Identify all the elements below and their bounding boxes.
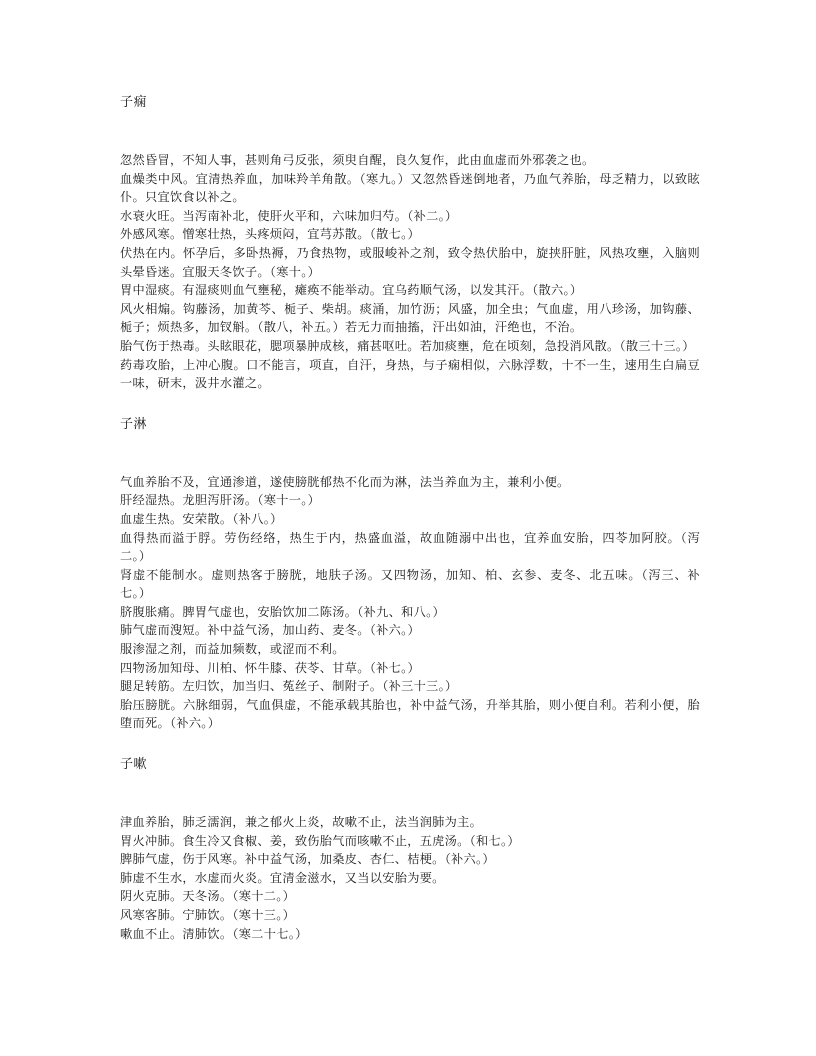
paragraph: 津血养胎，肺乏濡润，兼之郁火上炎，故嗽不止，法当润肺为主。 [120,815,483,830]
section-title: 子淋 [120,416,148,432]
paragraph: 脾肺气虚，伤于风寒。补中益气汤，加桑皮、杏仁、桔梗。（补六。） [120,852,495,867]
paragraph: 胃中湿痰。有湿痰则血气壅秘，瘫痪不能举动。宜乌药顺气汤，以发其汗。（散六。） [120,283,583,298]
paragraph: 风火相煽。钩藤汤，加黄芩、栀子、柴胡。痰涌，加竹沥；风盛，加全虫；气血虚，用八珍汤，加钩藤、栀子；烦热多，加钗斛。（散八，补五。）若无力而抽搐，汗出如油，汗绝也，不治。 [120,301,700,335]
paragraph: 嗽血不止。清肺饮。（寒二十七。） [120,926,308,941]
document-page [120,93,700,965]
paragraph: 四物汤加知母、川柏、怀牛膝、茯苓、甘草。（补七。） [120,660,420,675]
section-zixian [120,93,700,393]
paragraph: 腿足转筋。左归饮，加当归、菟丝子、制附子。（补三十三。） [120,679,458,694]
section-title: 子痫 [120,95,148,110]
paragraph: 肺虚不生水，水虚而火炎。宜清金滋水，又当以安胎为要。 [120,870,445,885]
paragraph: 肾虚不能制水。虚则热客于膀胱，地肤子汤。又四物汤，加知、柏、玄参、麦冬、北五味。（泻三、补七。） [120,567,700,601]
paragraph: 胎气伤于热毒。头眩眼花，腮项暴肿成核，痛甚呕吐。若加痰壅，危在顷刻，急投消风散。（散三十三。） [120,338,695,353]
section-zisou [120,755,700,943]
paragraph: 忽然昏冒，不知人事，甚则角弓反张，须臾自醒，良久复作，此由血虚而外邪袭之也。 [120,153,595,167]
paragraph: 气血养胎不及，宜通渗道，遂使膀胱郁热不化而为淋，法当养血为主，兼利小便。 [120,474,570,489]
paragraph: 阴火克肺。天冬汤。（寒十二。） [120,889,296,904]
paragraph: 外感风寒。憎寒壮热，头疼烦闷，宜芎苏散。（散七。） [120,227,420,242]
paragraph: 胎压膀胱。六脉细弱，气血俱虚，不能承载其胎也，补中益气汤，升举其胎，则小便自利。若利小便，胎堕而死。（补六。） [120,697,700,731]
section-zilin [120,415,700,733]
paragraph: 肝经湿热。龙胆泻肝汤。（寒十一。） [120,493,321,508]
paragraph: 肺气虚而溲短。补中益气汤，加山药、麦冬。（补六。） [120,623,420,638]
section-title: 子嗽 [120,757,148,773]
paragraph: 血燥类中风。宜清热养血，加味羚羊角散。（寒九。）又忽然昏迷倒地者，乃血气养胎，母乏精力，以致眩仆。只宜饮食以补之。 [120,171,700,205]
paragraph: 服渗湿之剂，而益加频数，或涩而不利。 [120,642,345,657]
paragraph: 脐腹胀痛。脾胃气虚也，安胎饮加二陈汤。（补九、和八。） [120,604,445,619]
paragraph: 伏热在内。怀孕后，多卧热褥，乃食热物，或服峻补之剂，致令热伏胎中，旋挟肝脏，风热攻壅，入脑则头晕昏迷。宜服天冬饮子。（寒十。） [120,245,700,279]
paragraph: 药毒攻胎，上冲心腹。口不能言，项直，自汗，身热，与子痫相似，六脉浮数，十不一生，速用生白扁豆一味，研末，汲井水灌之。 [120,357,700,391]
paragraph: 水衰火旺。当泻南补北，使肝火平和，六味加归芍。（补二。） [120,208,458,223]
paragraph: 血虚生热。安荣散。（补八。） [120,511,283,526]
paragraph: 风寒客肺。宁肺饮。（寒十三。） [120,908,296,922]
paragraph: 胃火冲肺。食生冷又食椒、姜，致伤胎气而咳嗽不止，五虎汤。（和七。） [120,833,520,848]
paragraph: 血得热而溢于脬。劳伤经络，热生于内，热盛血溢，故血随溺中出也，宜养血安胎，四苓加阿胶。（泻二。） [120,530,700,564]
